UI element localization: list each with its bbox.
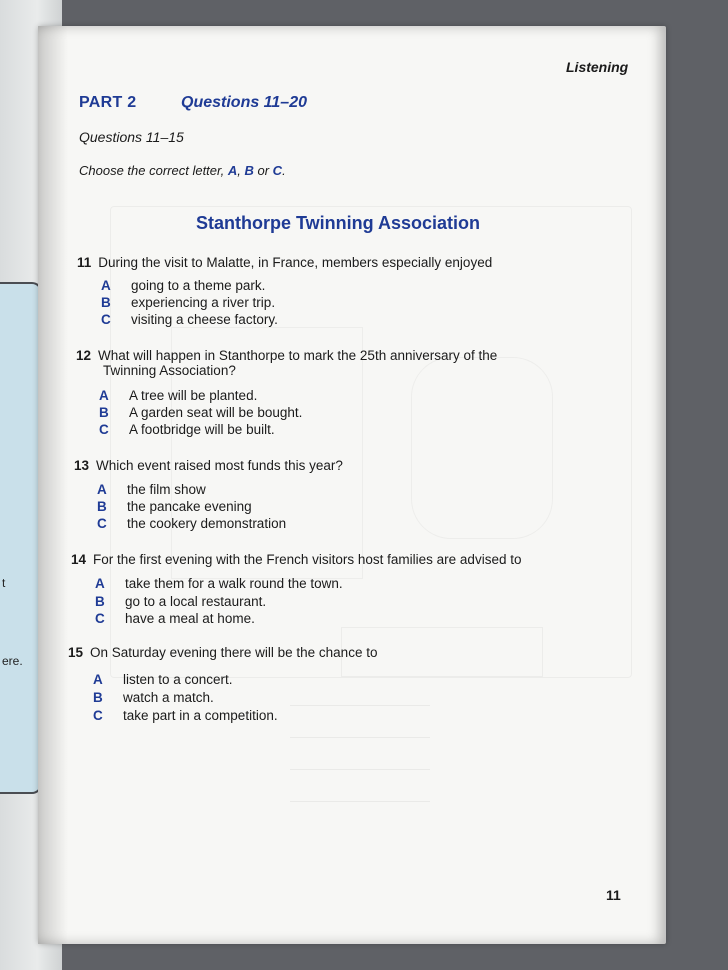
section-label: Listening (566, 59, 629, 75)
left-page-panel (0, 282, 42, 794)
option-12c[interactable]: C A footbridge will be built. (99, 422, 275, 437)
question-text: Which event raised most funds this year? (96, 458, 343, 473)
option-13c[interactable]: C the cookery demonstration (97, 516, 287, 531)
question-text: What will happen in Stanthorpe to mark the 25th anniversary of the (98, 348, 498, 363)
option-13a[interactable]: A the film show (97, 482, 206, 497)
section-title: Stanthorpe Twinning Association (196, 213, 481, 233)
option-12a[interactable]: A A tree will be planted. (99, 388, 258, 403)
question-number: 11 (77, 255, 92, 270)
left-page-fragment: t (2, 576, 6, 590)
left-page-fragment: ere. (2, 654, 23, 668)
question-13 (74, 457, 343, 474)
question-14 (71, 551, 521, 568)
question-number: 12 (76, 348, 92, 363)
question-number: 15 (68, 645, 84, 660)
instructions: Choose the correct letter, A, B or C. (79, 163, 286, 178)
question-15 (68, 644, 377, 661)
option-15a[interactable]: A listen to a concert. (93, 672, 233, 687)
question-number: 13 (74, 458, 90, 473)
option-14a[interactable]: A take them for a walk round the town. (95, 576, 343, 591)
question-range: Questions 11–20 (181, 94, 307, 111)
option-11a[interactable]: A going to a theme park. (101, 278, 266, 293)
option-15b[interactable]: B watch a match. (93, 690, 214, 705)
option-13b[interactable]: B the pancake evening (97, 499, 252, 514)
page-number: 11 (606, 887, 621, 903)
question-number: 14 (71, 552, 87, 567)
question-11 (77, 254, 492, 271)
subsection-heading: Questions 11–15 (79, 129, 184, 145)
option-12b[interactable]: B A garden seat will be bought. (99, 405, 303, 420)
question-text: On Saturday evening there will be the chance to (90, 645, 378, 660)
option-14c[interactable]: C have a meal at home. (95, 611, 255, 626)
option-11b[interactable]: B experiencing a river trip. (101, 295, 276, 310)
option-11c[interactable]: C visiting a cheese factory. (101, 312, 278, 327)
part-title: PART 2 (79, 94, 137, 111)
question-12-continued: Twinning Association? (103, 363, 236, 378)
option-15c[interactable]: C take part in a competition. (93, 708, 278, 723)
question-text: For the first evening with the French visitors host families are advised to (93, 552, 522, 567)
show-through-lines (290, 705, 430, 833)
question-text: During the visit to Malatte, in France, members especially enjoyed (98, 255, 493, 270)
option-14b[interactable]: B go to a local restaurant. (95, 594, 267, 609)
